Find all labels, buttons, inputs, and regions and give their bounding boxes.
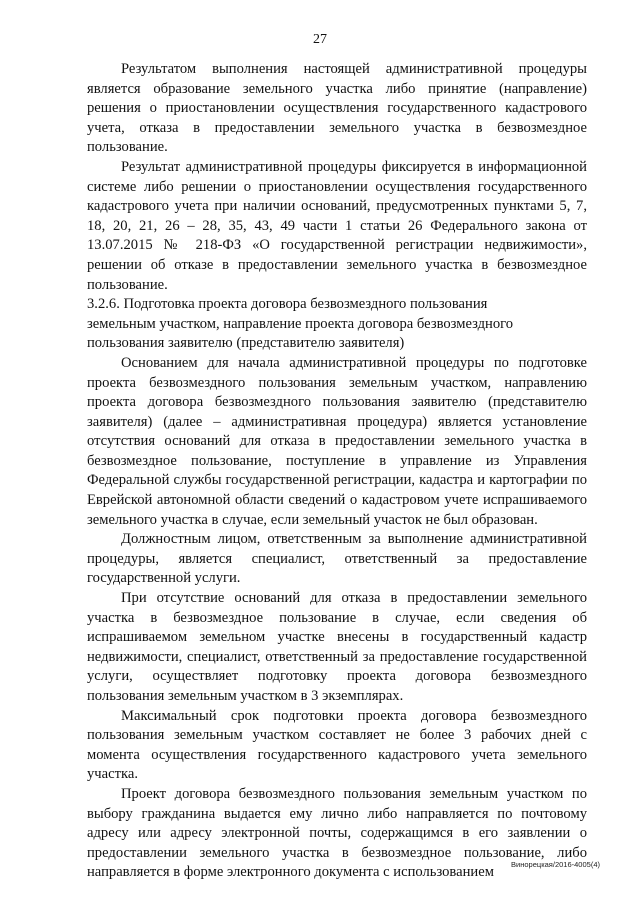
paragraph: Основанием для начала административной процедуры по подготовке проекта безвозмездного пользования земельным участком, направлению проекта договора безвозмездного пользования заявителю (представителю заявителя) (далее – административная процедура) является установление отсутствия оснований для отказа в предоставлении земельного участка в безвозмездное пользование, поступление в управление из Управления Федеральной службы государственной регистрации, кадастра и картографии по Еврейской автономной области сведений о кадастровом учете испрашиваемого земельного участка в случае, если земельный участок не был образован.	[87, 354, 587, 528]
footer-document-code: Винорецкая/2016-4005(4)	[511, 860, 600, 870]
paragraph: Должностным лицом, ответственным за выполнение административной процедуры, является специалист, ответственный за предоставление государственной услуги.	[87, 531, 587, 587]
paragraph: Результатом выполнения настоящей административной процедуры является образование земельного участка либо принятие (направление) решения о приостановлении осуществления государственного кадастрового учета, отказа в предоставлении земельного участка в безвозмездное пользование.	[87, 61, 587, 156]
paragraph: Максимальный срок подготовки проекта договора безвозмездного пользования земельным участком составляет не более 3 рабочих дней с момента осуществления государственного кадастрового учета земельного участка.	[87, 707, 587, 783]
paragraph: Результат административной процедуры фиксируется в информационной системе либо решении о приостановлении осуществления государственного кадастрового учета при наличии оснований, предусмотренных пунктами 5, 7, 18, 20, 21, 26 – 28, 35, 43, 49 части 1 статьи 26 Федерального закона от 13.07.2015 № 218-ФЗ «О государственной регистрации недвижимости», решении об отказе в предоставлении земельного участка в безвозмездное пользование.	[87, 158, 587, 293]
paragraph: При отсутствие оснований для отказа в предоставлении земельного участка в безвозмездное пользование в случае, если сведения об испрашиваемом земельном участке внесены в государственный кадастр недвижимости, специалист, ответственный за предоставление государственной услуги, осуществляет подготовку проекта договора безвозмездного пользования земельным участком в 3 экземплярах.	[87, 590, 587, 704]
document-body	[87, 60, 587, 883]
section-heading: 3.2.6. Подготовка проекта договора безвозмездного пользования земельным участком, направление проекта договора безвозмездного пользования заявителю (представителю заявителя)	[87, 296, 514, 352]
paragraph: Проект договора безвозмездного пользования земельным участком по выбору гражданина выдается ему лично либо направляется по почтовому адресу или адресу электронной почты, содержащимся в его заявлении о предоставлении земельного участка в безвозмездное пользование, либо направляется в форме электронного документа с использованием	[87, 785, 587, 881]
page-number: 27	[313, 32, 327, 47]
